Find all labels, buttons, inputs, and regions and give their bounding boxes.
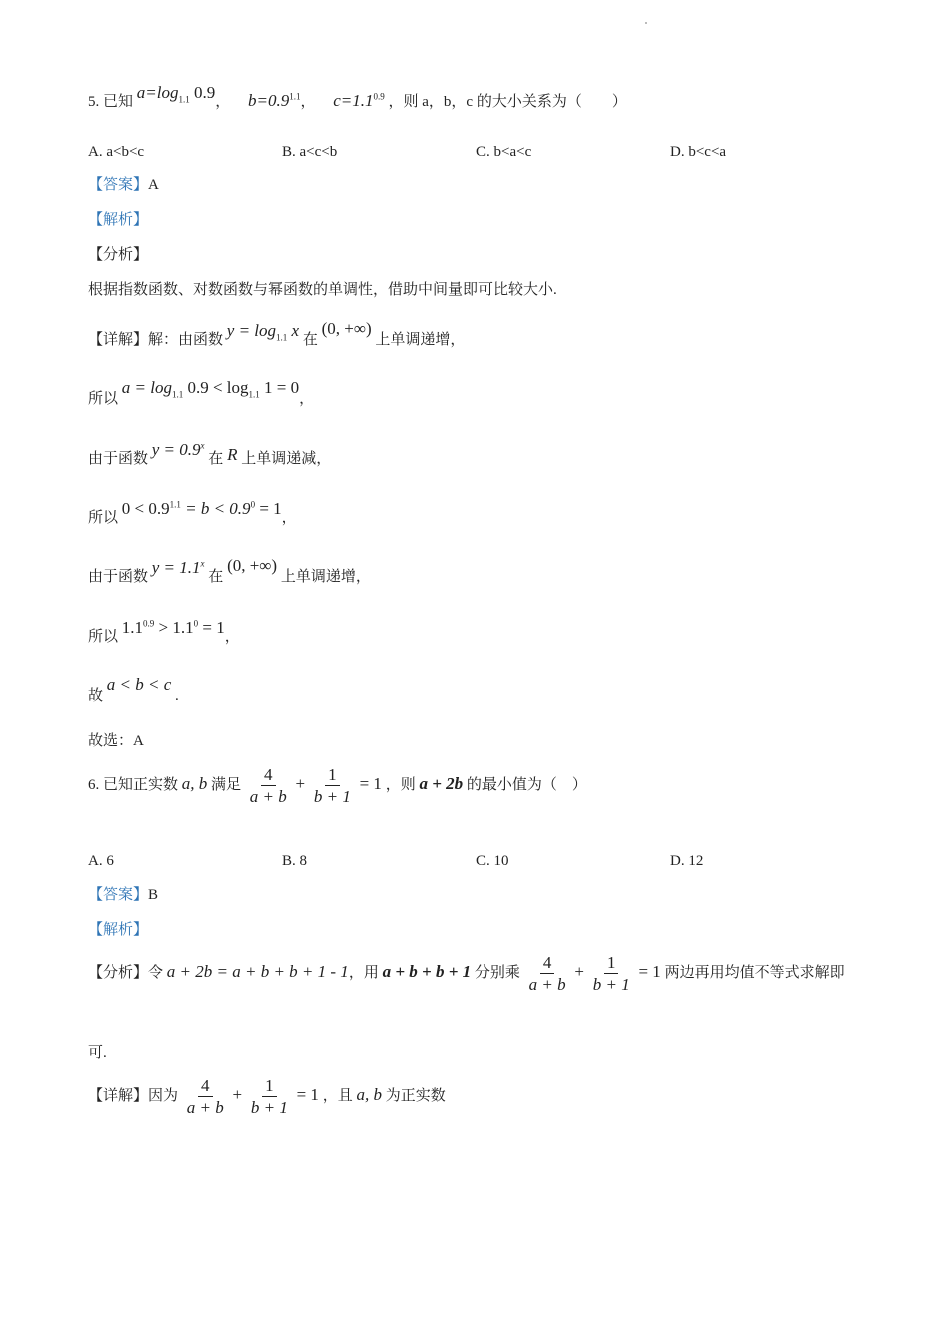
q5-answer: 【答案】A <box>88 177 159 193</box>
option-d: D. b<c<a <box>670 144 727 160</box>
question-number: 5. <box>88 94 100 110</box>
q6-analysis-tag: 【解析】 <box>88 922 149 938</box>
stem-text: 已知 <box>103 94 134 110</box>
q6-fenxi: 【分析】令 a + 2b = a + b + b + 1 - 1，用 a + b + b + 1 分别乘 $\frac{4}{a + b}$ + $\frac{1}{b + 1}$ = 1 两边再用均值不等式求解即 <box>88 953 845 994</box>
q5-detail-7: 故 a < b < c . <box>88 675 179 704</box>
option-c: C. b<a<c <box>476 144 532 160</box>
q5-fenxi-tag: 【分析】 <box>88 247 149 263</box>
a-definition: $a=\log_{1.1}$ 0.9 <box>136 83 216 105</box>
q5-conclusion: 故选：A <box>88 733 144 749</box>
q5-stem: 5. 已知 $a=\log_{1.1}$ 0.9， $b=0.9^{1.1}$， $c=1.1^{0.9}$ ，则 a，b，c 的大小关系为（ ） <box>88 83 627 110</box>
q5-detail-1: 【详解】解：由函数 $y = \log_{1.1} x$ 在 (0, +∞) 上单调递增， <box>88 319 466 348</box>
q5-detail-4: 所以 $0 < 0.9^{1.1} = b < 0.9^0 = 1$， <box>88 499 297 526</box>
q5-detail-2: 所以 $a = \log_{1.1} 0.9 < \log_{1.1} 1 = 0$， <box>88 378 315 407</box>
q5-fenxi-text: 根据指数函数、对数函数与幂函数的单调性，借助中间量即可比较大小. <box>88 282 557 298</box>
option-d: D. 12 <box>670 853 704 869</box>
q5-detail-6: 所以 $1.1^{0.9} > 1.1^0 = 1$， <box>88 618 240 645</box>
b-definition: $b=0.9^{1.1}$ <box>247 91 301 110</box>
q6-detail: 【详解】因为 $\frac{4}{a + b}$ + $\frac{1}{b + 1}$ = 1 ，且 a, b 为正实数 <box>88 1076 446 1117</box>
stem-suffix: ，则 a，b，c 的大小关系为（ ） <box>388 94 627 110</box>
q5-detail-5: 由于函数 $y = 1.1^x$ 在 (0, +∞) 上单调递增， <box>88 556 371 585</box>
q5-analysis-tag: 【解析】 <box>88 212 149 228</box>
q6-answer: 【答案】B <box>88 887 159 903</box>
option-b: B. 8 <box>282 853 308 869</box>
option-a: A. a<b<c <box>88 144 145 160</box>
option-a: A. 6 <box>88 853 114 869</box>
page-mark <box>645 22 647 24</box>
fraction-1-over-b1: $\frac{1}{b + 1}$ <box>313 765 351 806</box>
q5-detail-3: 由于函数 $y = 0.9^x$ 在 R 上单调递减， <box>88 440 332 467</box>
option-b: B. a<c<b <box>282 144 338 160</box>
q6-stem: 6. 已知正实数 a, b 满足 $\frac{4}{a + b}$ + $\frac{1}{b + 1}$ = 1 ，则 a + 2b 的最小值为（ ） <box>88 765 587 806</box>
fraction-4-over-ab: $\frac{4}{a + b}$ <box>249 765 287 806</box>
c-definition: $c=1.1^{0.9}$ <box>333 91 385 110</box>
q6-fenxi-wrap: 可. <box>88 1045 107 1061</box>
option-c: C. 10 <box>476 853 509 869</box>
